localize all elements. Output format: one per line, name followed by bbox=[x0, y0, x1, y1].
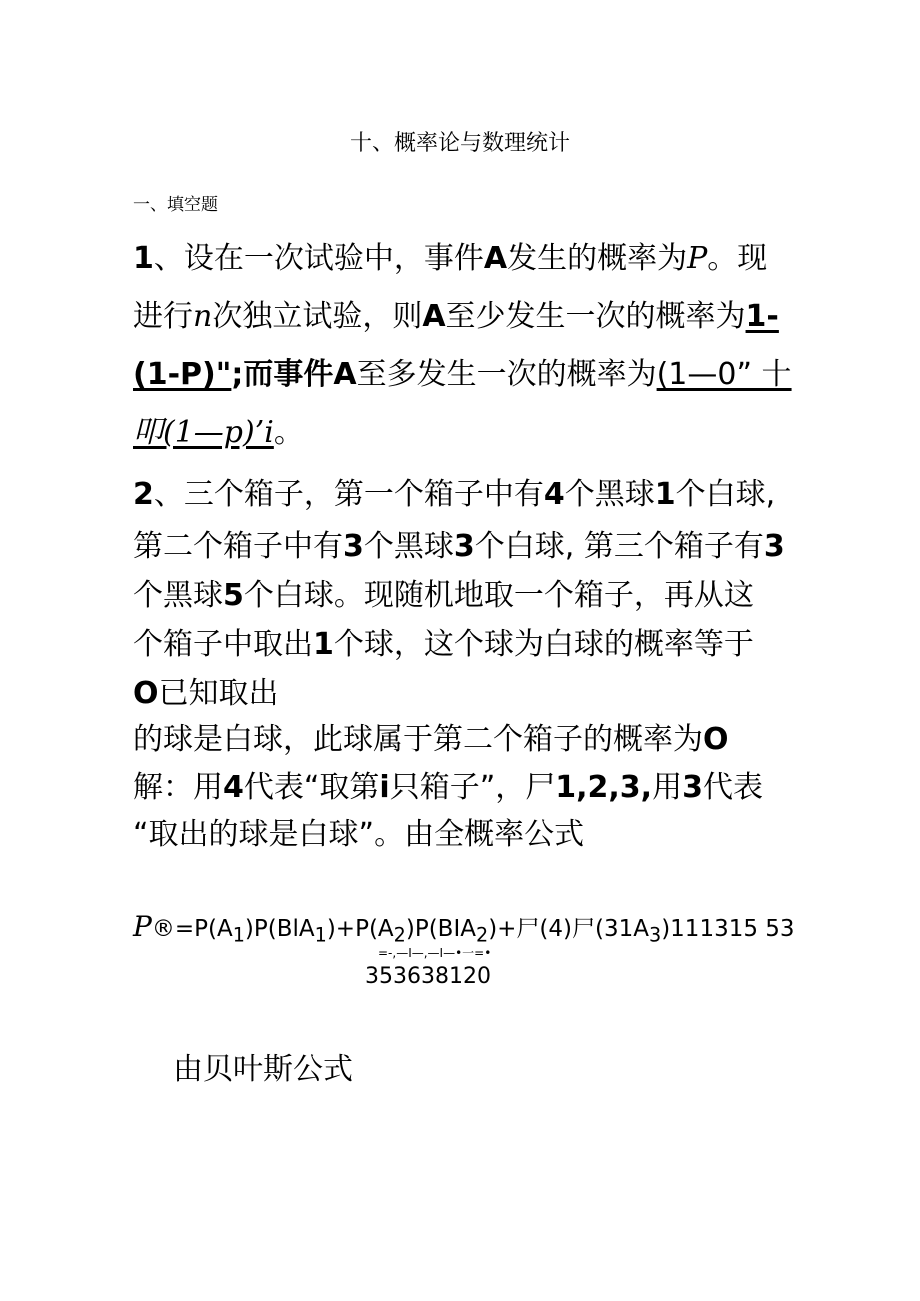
q2-text: 已知取出 bbox=[158, 676, 279, 711]
section-heading: 一、填空题 bbox=[133, 195, 218, 215]
formula-text: )P(BlA bbox=[244, 916, 315, 942]
q1-answer-2: (1—0” 十 bbox=[656, 357, 792, 392]
q1-line-4 bbox=[133, 411, 304, 455]
q2-count: 1 bbox=[654, 477, 676, 512]
q2-count: 4 bbox=[223, 770, 244, 805]
q2-text: 个球，这个球为白球的概率等于 bbox=[333, 627, 754, 662]
q1-text: 至少发生一次的概率为 bbox=[445, 299, 746, 334]
q2-count: 1 bbox=[313, 627, 334, 662]
q2-number: 2 bbox=[133, 477, 154, 512]
formula-text: )+尸(4)尸(31A bbox=[488, 916, 649, 942]
q1-answer-2: 叩(1—p)’i bbox=[133, 415, 274, 450]
q2-text: 个黑球 bbox=[363, 529, 454, 564]
q2-index: i bbox=[379, 770, 390, 805]
q1-event: A bbox=[422, 299, 446, 334]
q1-text: 发生的概率为 bbox=[507, 241, 688, 276]
q1-answer-1: 1- bbox=[745, 299, 779, 334]
q2-count: 4 bbox=[543, 477, 565, 512]
q1-line-1 bbox=[133, 237, 767, 281]
q2-text: 只箱子”，尸 bbox=[389, 770, 556, 805]
q2-line-2 bbox=[133, 525, 785, 569]
formula-denominators: 353638120 bbox=[365, 964, 491, 989]
q2-count: 3 bbox=[453, 529, 475, 564]
formula-text: )+P(A bbox=[326, 916, 394, 942]
formula-subscript: 1 bbox=[314, 923, 327, 947]
q1-text: ;而事件 bbox=[231, 357, 334, 392]
formula-text: )P(BIA bbox=[405, 916, 476, 942]
q2-line-4 bbox=[133, 623, 754, 667]
q1-event: A bbox=[333, 357, 357, 392]
q1-line-2 bbox=[133, 295, 779, 339]
q2-text: 代表 bbox=[702, 770, 763, 805]
page-title: 十、概率论与数理统计 bbox=[349, 131, 570, 156]
formula-symbol: ® bbox=[151, 916, 175, 942]
q1-line-3 bbox=[133, 353, 792, 397]
q2-line-8: “取出的球是白球”。由全概率公式 bbox=[133, 817, 585, 852]
q2-count: 3 bbox=[682, 770, 703, 805]
q2-text: 个白球, bbox=[675, 477, 776, 512]
q1-text: 。现 bbox=[707, 241, 768, 276]
q2-text: 个黑球 bbox=[564, 477, 655, 512]
formula-p: P bbox=[133, 910, 152, 943]
q2-text: 个白球。现随机地取一个箱子，再从这 bbox=[243, 578, 754, 613]
q2-line-5 bbox=[133, 672, 279, 716]
q2-count: 5 bbox=[223, 578, 244, 613]
q2-text: 解：用 bbox=[133, 770, 223, 805]
q2-line-1 bbox=[133, 473, 775, 517]
q2-text: 的球是白球，此球属于第二个箱子的概率为 bbox=[133, 722, 703, 757]
formula-text: )111315 53 bbox=[661, 916, 795, 942]
q1-text: 进行 bbox=[133, 299, 193, 334]
q1-text: 次独立试验，则 bbox=[212, 299, 423, 334]
formula-fraction-bars: =-,—I—,—I—•一=• bbox=[378, 946, 492, 960]
q2-text: 、三个箱子，第一个箱子中有 bbox=[153, 477, 544, 512]
q2-text: 个白球, 第三个箱子有 bbox=[474, 529, 764, 564]
bayes-heading: 由贝叶斯公式 bbox=[173, 1052, 353, 1087]
q2-text: 用 bbox=[652, 770, 683, 805]
q1-text: 。 bbox=[273, 415, 304, 450]
q1-text: 、设在一次试验中，事件 bbox=[153, 241, 484, 276]
q2-line-3 bbox=[133, 574, 754, 618]
q2-text: 第二个箱子中有 bbox=[133, 529, 343, 564]
q1-text: 至多发生一次的概率为 bbox=[356, 357, 657, 392]
q2-index-values: 1,2,3, bbox=[555, 770, 653, 805]
formula-subscript: 2 bbox=[475, 923, 489, 947]
q2-line-6 bbox=[133, 718, 729, 762]
q1-var-p: P bbox=[687, 241, 708, 276]
q2-line-7 bbox=[133, 766, 763, 810]
q1-event: A bbox=[483, 241, 508, 276]
q2-count: 3 bbox=[763, 529, 785, 564]
q2-text: 个黑球 bbox=[133, 578, 223, 613]
q1-number: 1 bbox=[133, 241, 154, 276]
formula-text: =P(A bbox=[174, 916, 233, 942]
q2-blank: O bbox=[133, 676, 159, 711]
formula-subscript: 1 bbox=[232, 923, 245, 947]
q2-text: 个箱子中取出 bbox=[133, 627, 313, 662]
q2-text: 代表“取第 bbox=[243, 770, 380, 805]
formula-subscript: 2 bbox=[393, 923, 406, 947]
formula-subscript: 3 bbox=[649, 923, 662, 947]
q1-answer-1: (1-P)" bbox=[133, 357, 232, 392]
q2-count: 3 bbox=[343, 529, 364, 564]
q1-var-n: n bbox=[193, 299, 213, 334]
q2-blank: O bbox=[703, 722, 729, 757]
